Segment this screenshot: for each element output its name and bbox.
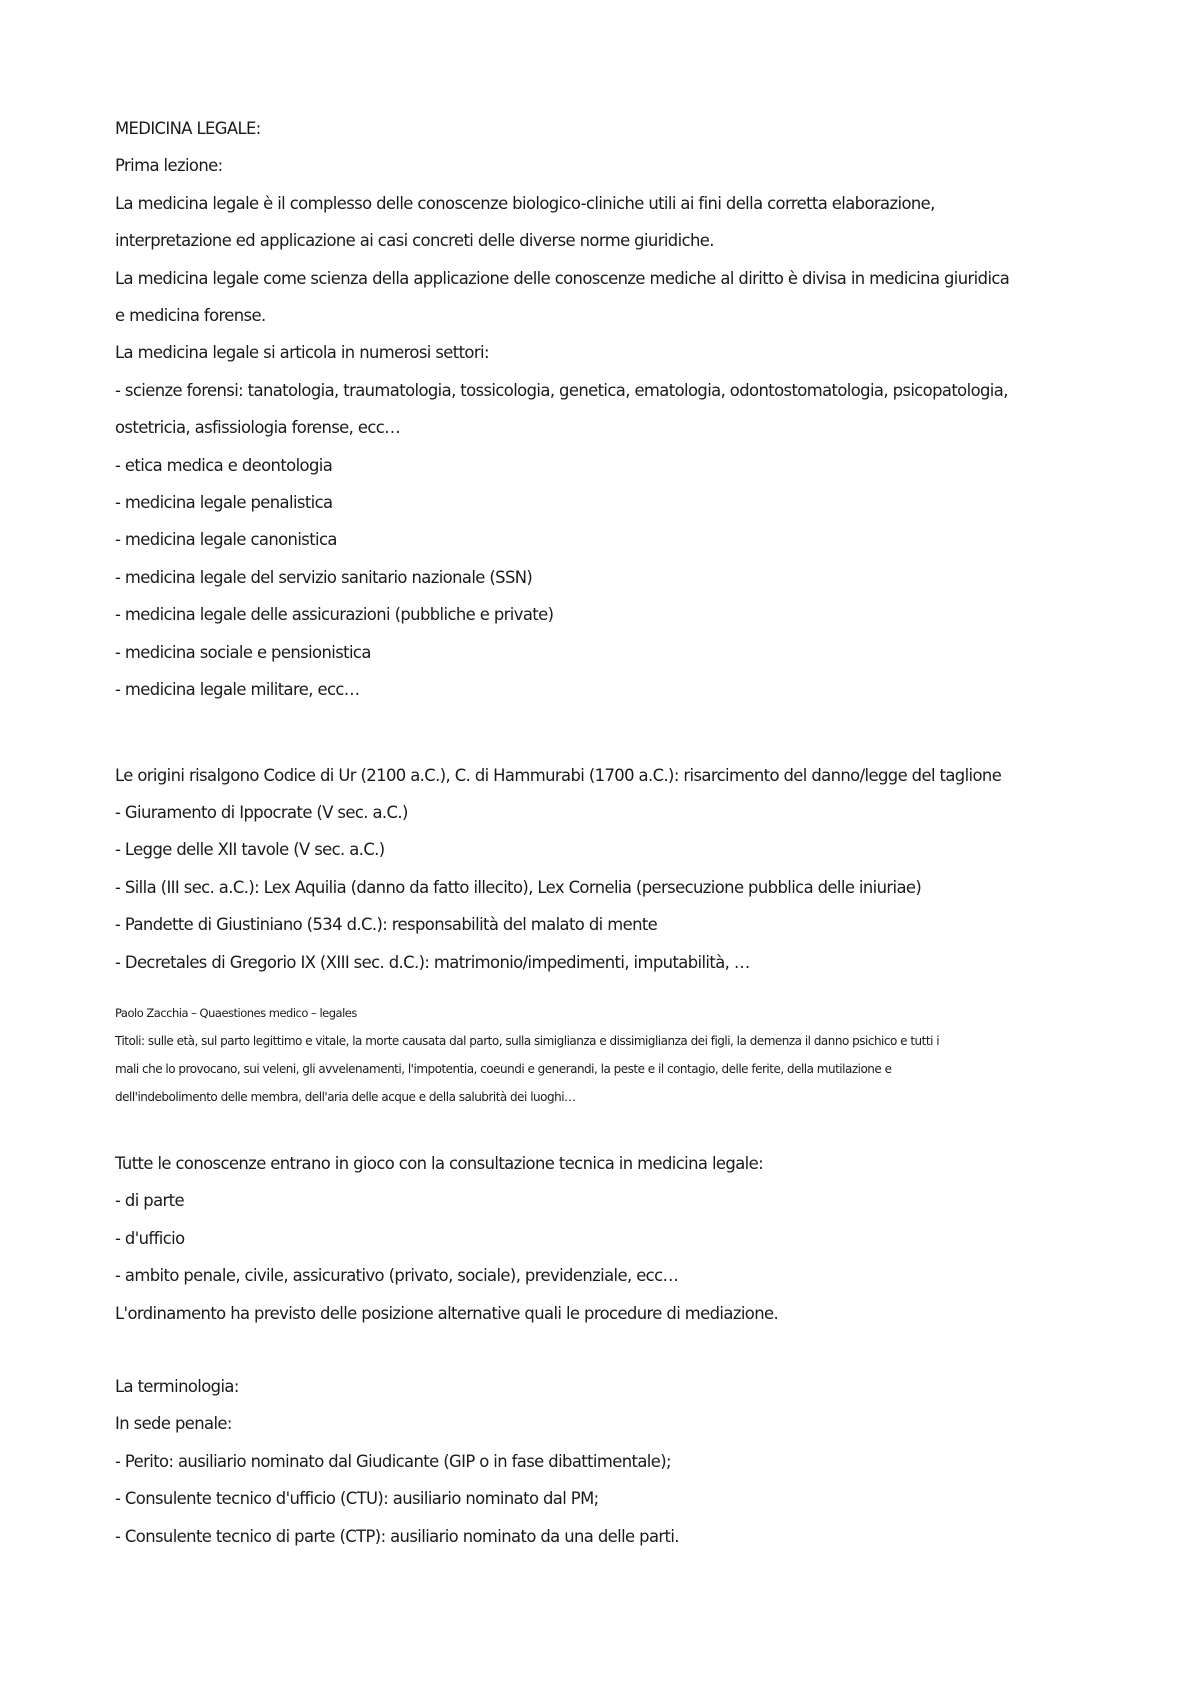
list-item: - Consulente tecnico d'ufficio (CTU): ausiliario nominato dal PM; xyxy=(115,1489,599,1509)
section-origins xyxy=(115,757,1115,981)
list-item: - Legge delle XII tavole (V sec. a.C.) xyxy=(115,840,385,860)
paragraph-line: L'ordinamento ha previsto delle posizione alternative quali le procedure di mediazione. xyxy=(115,1303,779,1323)
subsection-heading: In sede penale: xyxy=(115,1414,232,1434)
paragraph-line: La medicina legale si articola in numerosi settori: xyxy=(115,343,489,363)
list-item: - Silla (III sec. a.C.): Lex Aquilia (danno da fatto illecito), Lex Cornelia (persecuzione pubblica delle iniuriae) xyxy=(115,877,922,897)
list-item: - Consulente tecnico di parte (CTP): ausiliario nominato da una delle parti. xyxy=(115,1526,679,1546)
list-item: - etica medica e deontologia xyxy=(115,455,333,475)
section-consultation xyxy=(115,1145,1115,1332)
list-item: - medicina sociale e pensionistica xyxy=(115,642,371,662)
document-title: MEDICINA LEGALE: xyxy=(115,119,261,138)
spacer xyxy=(115,1111,1115,1145)
list-item: - di parte xyxy=(115,1191,184,1211)
zacchia-author: Paolo Zacchia – Quaestiones medico – legales xyxy=(115,1005,357,1020)
section-terminology xyxy=(115,1368,1115,1555)
section-zacchia xyxy=(115,1000,1115,1111)
list-item: - medicina legale militare, ecc… xyxy=(115,680,360,700)
spacer xyxy=(115,981,1115,1000)
list-item: - Decretales di Gregorio IX (XIII sec. d.C.): matrimonio/impedimenti, imputabilità, … xyxy=(115,952,750,972)
list-item: - scienze forensi: tanatologia, traumatologia, tossicologia, genetica, ematologia, odontostomatologia, psicopatologia, xyxy=(115,380,1008,400)
zacchia-line: Titoli: sulle età, sul parto legittimo e vitale, la morte causata dal parto, sulla simiglianza e dissimiglianza dei figli, la demenza il danno psichico e tutti i xyxy=(115,1033,940,1048)
paragraph-line: interpretazione ed applicazione ai casi concreti delle diverse norme giuridiche. xyxy=(115,231,714,251)
list-item: - Pandette di Giustiniano (534 d.C.): responsabilità del malato di mente xyxy=(115,915,658,935)
list-item: - medicina legale penalistica xyxy=(115,493,333,513)
list-item: - medicina legale del servizio sanitario nazionale (SSN) xyxy=(115,567,533,587)
list-item: - Perito: ausiliario nominato dal Giudicante (GIP o in fase dibattimentale); xyxy=(115,1451,671,1471)
paragraph-line: Tutte le conoscenze entrano in gioco con la consultazione tecnica in medicina legale: xyxy=(115,1153,764,1173)
paragraph-line: e medicina forense. xyxy=(115,306,266,326)
list-item: - d'ufficio xyxy=(115,1228,185,1248)
paragraph-line: Le origini risalgono Codice di Ur (2100 a.C.), C. di Hammurabi (1700 a.C.): risarcimento del danno/legge del taglione xyxy=(115,765,1002,785)
lesson-heading: Prima lezione: xyxy=(115,156,223,176)
paragraph-line: La medicina legale come scienza della applicazione delle conoscenze mediche al diritto è divisa in medicina giuridica xyxy=(115,268,1010,288)
list-item: - medicina legale canonistica xyxy=(115,530,337,550)
list-item: ostetricia, asfissiologia forense, ecc… xyxy=(115,418,400,438)
zacchia-line: mali che lo provocano, sui veleni, gli avvelenamenti, l'impotentia, coeundi e generandi, la peste e il contagio, delle ferite, della mutilazione e xyxy=(115,1061,892,1076)
spacer xyxy=(115,1332,1115,1368)
zacchia-line: dell'indebolimento delle membra, dell'aria delle acque e della salubrità dei luoghi… xyxy=(115,1089,576,1104)
section-intro xyxy=(115,110,1115,709)
document-page xyxy=(115,110,1115,1555)
list-item: - medicina legale delle assicurazioni (pubbliche e private) xyxy=(115,605,554,625)
section-heading: La terminologia: xyxy=(115,1376,239,1396)
paragraph-line: La medicina legale è il complesso delle conoscenze biologico-cliniche utili ai fini della corretta elaborazione, xyxy=(115,193,935,213)
spacer xyxy=(115,709,1115,757)
list-item: - ambito penale, civile, assicurativo (privato, sociale), previdenziale, ecc… xyxy=(115,1266,679,1286)
list-item: - Giuramento di Ippocrate (V sec. a.C.) xyxy=(115,802,408,822)
